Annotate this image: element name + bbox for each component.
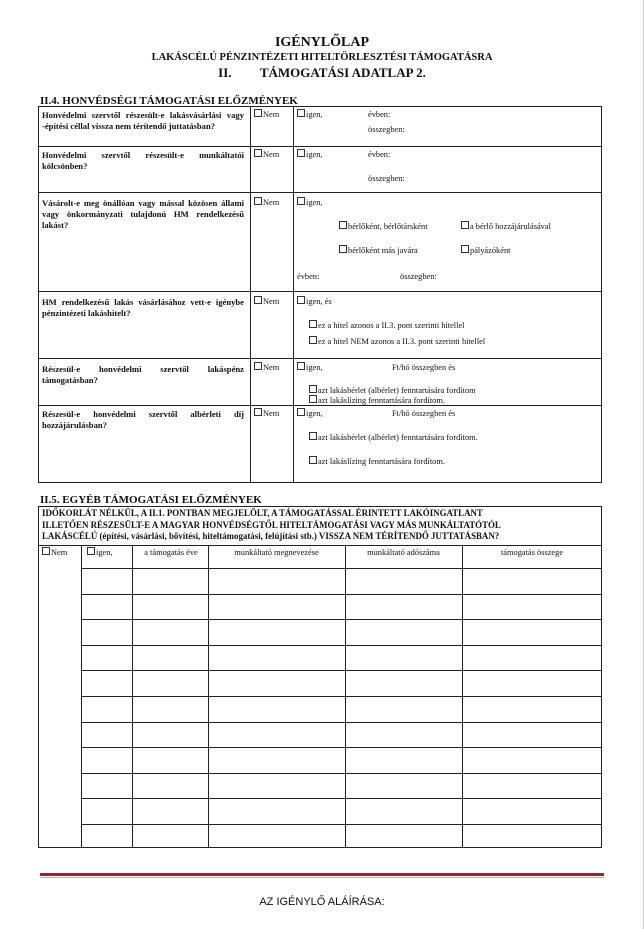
no-checkbox-4[interactable]: Nem [254, 296, 279, 307]
checkbox-icon [254, 408, 262, 416]
checkbox-icon [309, 456, 317, 464]
option-rent-6[interactable]: azt lakásbérlet (albérlet) fenntartására fordítom. [309, 432, 478, 443]
table-row[interactable] [81, 569, 602, 594]
checkbox-icon [309, 320, 317, 328]
option-same-loan[interactable]: ez a hitel azonos a II.3. pont szerinti hitellel [309, 320, 465, 331]
no-checkbox-2[interactable]: Nem [254, 149, 279, 160]
option-tenant-consent[interactable]: a bérlő hozzájárulásával [461, 221, 551, 232]
no-checkbox-s5[interactable]: Nem [42, 547, 67, 558]
yes-checkbox-s5[interactable]: igen, [87, 547, 113, 558]
col-taxnumber-header: munkáltató adószáma [367, 548, 440, 557]
header-top-line [38, 545, 602, 546]
row-divider [38, 291, 602, 292]
row-divider [38, 146, 602, 147]
yes-checkbox-5[interactable]: igen, [297, 362, 323, 373]
checkbox-icon [254, 362, 262, 370]
question-6: Részesül-e honvédelmi szervtől albérleti díj hozzájárulásban? [42, 409, 244, 430]
no-checkbox-6[interactable]: Nem [254, 408, 279, 419]
no-checkbox-1[interactable]: Nem [254, 109, 279, 120]
monthly-amount-5[interactable]: Ft/hó összegben és [392, 363, 456, 372]
option-leasing-5[interactable]: azt lakáslízing fenntartására fordítom. [309, 395, 445, 406]
signature-label: AZ IGÉNYLŐ ALÁÍRÁSA: [259, 896, 385, 908]
checkbox-icon [309, 385, 317, 393]
option-leasing-6[interactable]: azt lakáslízing fenntartására fordítom. [309, 456, 445, 467]
form-title: IGÉNYLŐLAP [274, 35, 370, 50]
section4-divider-1 [250, 106, 251, 483]
checkbox-icon [297, 362, 305, 370]
checkbox-icon [339, 245, 347, 253]
table-row[interactable] [81, 774, 602, 799]
yes-checkbox-6[interactable]: igen, [297, 408, 323, 419]
section-title-text: TÁMOGATÁSI ADATLAP 2. [259, 65, 426, 80]
signature-divider-shadow [40, 877, 604, 878]
checkbox-icon [297, 109, 305, 117]
table-row[interactable] [81, 748, 602, 773]
amount-field-1[interactable]: összegben: [368, 125, 405, 134]
col-year-header: a támogatás éve [144, 548, 198, 557]
question-5: Részesül-e honvédelmi szervtől lakáspénz támogatásban? [42, 364, 244, 385]
section-title [0, 65, 644, 81]
option-different-loan[interactable]: ez a hitel NEM azonos a II.3. pont szerinti hitellel [309, 336, 485, 347]
year-field-1[interactable]: évben: [368, 110, 391, 119]
checkbox-icon [339, 221, 347, 229]
col-amount-header: támogatás összege [500, 548, 564, 557]
section5-heading: II.5. EGYÉB TÁMOGATÁSI ELŐZMÉNYEK [40, 494, 262, 506]
table-row[interactable] [81, 799, 602, 824]
row-divider [38, 192, 602, 193]
yes-checkbox-3[interactable]: igen, [297, 197, 323, 208]
section5-question: IDŐKORLÁT NÉLKÜL, A II.1. PONTBAN MEGJELÖLT, A TÁMOGATÁSSAL ÉRINTETT LAKÓINGATLANT ILLETŐEN RÉSZESÜLT-E A MAGYAR HONVÉDSÉGTŐL HITELTÁMOGATÁSI VAGY MÁS MUNKÁLTATÓTÓL LAKÁSCÉLÚ (építési, vásárlási, bővítési, hiteltámogatási, felújítási stb.) VISSZA NEM TÉRÍTENDŐ JUTTATÁSBAN? [42, 508, 501, 541]
question-3: Vásárolt-e meg önállóan vagy mással közösen állami vagy önkormányzati tulajdonú HM rendelkezésű lakást? [42, 198, 244, 230]
table-row[interactable] [81, 595, 602, 620]
checkbox-icon [461, 221, 469, 229]
year-field-3[interactable]: évben: [297, 272, 320, 281]
row-divider [38, 358, 602, 359]
question-4: HM rendelkezésű lakás vásárlásához vett-e igénybe pénzintézeti lakáshitelt? [42, 297, 244, 318]
checkbox-icon [254, 149, 262, 157]
option-tenant[interactable]: bérlőként, bérlőtársként [339, 221, 428, 232]
option-applicant[interactable]: pályázóként [461, 245, 510, 256]
checkbox-icon [297, 408, 305, 416]
checkbox-icon [297, 197, 305, 205]
table-row[interactable] [81, 646, 602, 671]
yes-checkbox-1[interactable]: igen, [297, 109, 323, 120]
form-subtitle: LAKÁSCÉLÚ PÉNZINTÉZETI HITELTÖRLESZTÉSI TÁMOGATÁSRA [151, 52, 493, 63]
section-number: II. [218, 65, 232, 80]
year-field-2[interactable]: évben: [368, 150, 391, 159]
no-checkbox-3[interactable]: Nem [254, 197, 279, 208]
question-2: Honvédelmi szervtől részesült-e munkáltatói kölcsönben? [42, 150, 244, 171]
checkbox-icon [297, 149, 305, 157]
col-employer-header: munkáltató megnevezése [234, 548, 319, 557]
checkbox-icon [254, 296, 262, 304]
checkbox-icon [42, 547, 50, 555]
no-checkbox-5[interactable]: Nem [254, 362, 279, 373]
yes-checkbox-4[interactable]: igen, és [297, 296, 332, 307]
checkbox-icon [309, 432, 317, 440]
amount-field-2[interactable]: összegben: [368, 174, 405, 183]
table-row[interactable] [81, 825, 602, 850]
amount-field-3[interactable]: összegben: [400, 272, 437, 281]
checkbox-icon [461, 245, 469, 253]
table-row[interactable] [81, 697, 602, 722]
section4-heading: II.4. HONVÉDSÉGI TÁMOGATÁSI ELŐZMÉNYEK [40, 95, 298, 107]
checkbox-icon [309, 395, 317, 403]
option-tenant-other[interactable]: bérlőként más javára [339, 245, 418, 256]
signature-divider [40, 873, 604, 876]
table-row[interactable] [81, 671, 602, 696]
checkbox-icon [309, 336, 317, 344]
checkbox-icon [254, 109, 262, 117]
checkbox-icon [254, 197, 262, 205]
section4-divider-2 [293, 106, 294, 483]
question-1: Honvédelmi szervtől részesült-e lakásvásárlási vagy -építési céllal vissza nem térítendő juttatásban? [42, 110, 244, 131]
table-row[interactable] [81, 723, 602, 748]
option-rent-5[interactable]: azt lakásbérlet (albérlet) fenntartására fordítom [309, 385, 476, 396]
checkbox-icon [297, 296, 305, 304]
yes-checkbox-2[interactable]: igen, [297, 149, 323, 160]
checkbox-icon [87, 547, 95, 555]
table-row[interactable] [81, 620, 602, 645]
monthly-amount-6[interactable]: Ft/hó összegben és [392, 409, 456, 418]
